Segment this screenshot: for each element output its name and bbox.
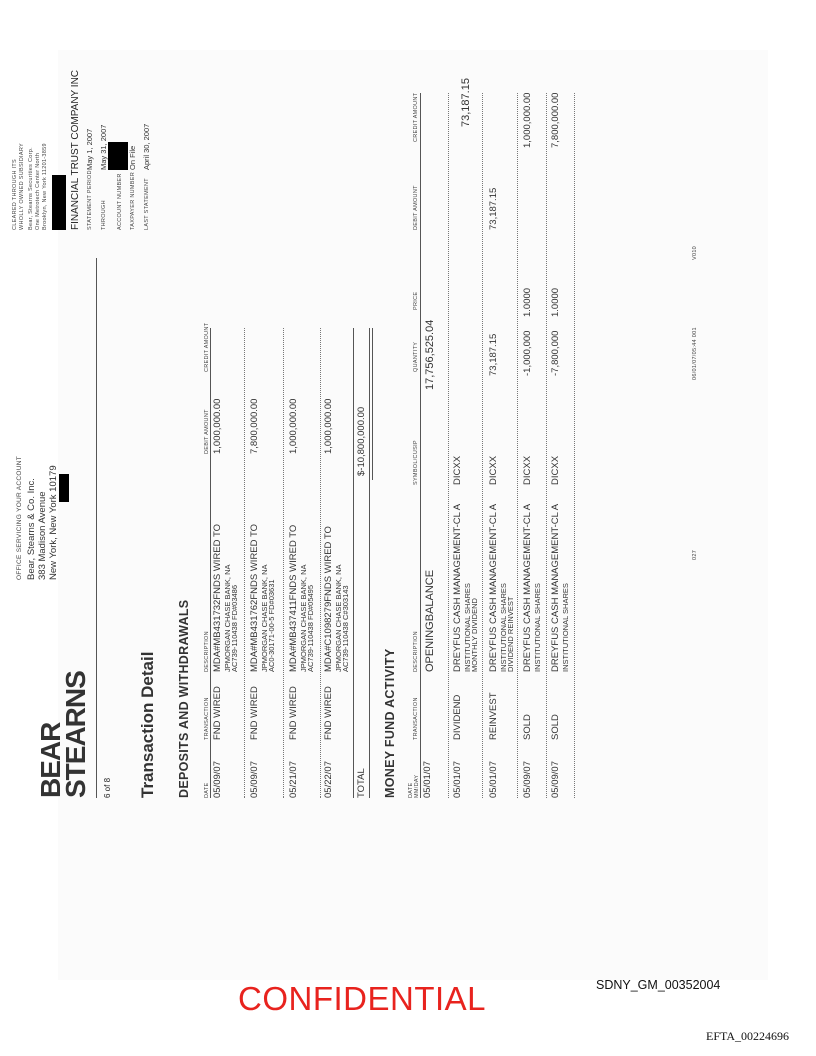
cleared-line-1: CLEARED THROUGH ITS (12, 159, 18, 230)
dep-col-credit: CREDIT AMOUNT (204, 322, 210, 372)
dep-debit: 1,000,000.00 (288, 398, 299, 454)
dep-txn: FND WIRED (288, 686, 299, 740)
dep-txn: FND WIRED (323, 686, 334, 740)
page-title: Transaction Detail (138, 651, 157, 798)
office-line-3: New York, New York 10179 (48, 465, 59, 580)
dep-date: 05/09/07 (212, 761, 223, 798)
info-label-through: THROUGH (101, 200, 107, 230)
mmf-col-description: DESCRIPTION (413, 631, 419, 672)
mmf-desc-2: INSTITUTIONAL SHARES (533, 583, 542, 672)
mmf-price: 1.0000 (550, 287, 561, 317)
mmf-desc-1: DREYFUS CASH MANAGEMENT-CL A (550, 503, 561, 672)
dep-desc-1: MDA#C1098279FNDS WIRED TO (323, 526, 334, 672)
dep-col-debit: DEBIT AMOUNT (204, 409, 210, 454)
dep-desc-3: AC739-110438 FD#05495 (306, 584, 315, 672)
mmf-date: 05/01/07 (422, 761, 433, 798)
cleared-line-4: One Metrotech Center North (35, 152, 41, 230)
dep-desc-2: JPMORGAN CHASE BANK, NA (334, 564, 343, 672)
mmf-txn: DIVIDEND (452, 694, 463, 740)
info-label-taxpayer: TAXPAYER NUMBER (130, 172, 136, 230)
dep-desc-1: MDA#MB437411FNDS WIRED TO (288, 524, 299, 672)
mmf-debit: 73,187.15 (488, 187, 499, 230)
account-redaction (108, 142, 128, 170)
office-label: OFFICE SERVICING YOUR ACCOUNT (16, 455, 23, 580)
mmf-qty: -7,800,000 (550, 330, 561, 376)
confidential-stamp: CONFIDENTIAL (238, 980, 487, 1017)
footer-code-3: V010 (692, 245, 698, 260)
info-value-last: April 30, 2007 (142, 123, 151, 170)
info-value-taxpayer: On File (128, 145, 137, 170)
mmf-date: 05/09/07 (550, 761, 561, 798)
mmf-desc-2: INSTITUTIONAL SHARES (499, 583, 508, 672)
efta-number: EFTA_00224696 (706, 1029, 790, 1043)
bear-stearns-logo (35, 671, 91, 798)
deposits-heading: DEPOSITS AND WITHDRAWALS (177, 599, 191, 798)
mmf-qty: 73,187.15 (488, 333, 499, 376)
mmf-col-date: DATE MM/DAY (408, 774, 420, 798)
mmf-desc-3: DIVIDEND REINVEST (506, 596, 515, 672)
cleared-line-3: Bear, Stearns Securities Corp. (28, 147, 34, 230)
mmf-date: 05/01/07 (452, 761, 463, 798)
mmf-heading: MONEY FUND ACTIVITY (383, 648, 397, 798)
mmf-symbol: DICXX (550, 455, 561, 485)
mmf-desc-1: DREYFUS CASH MANAGEMENT-CL A (452, 503, 463, 672)
mmf-opening-desc: OPENINGBALANCE (424, 569, 436, 672)
footer-code-2: 06/01/07/05:44 001 (692, 327, 698, 380)
cleared-line-2: WHOLLY OWNED SUBSIDIARY (19, 143, 25, 230)
redaction-box (52, 175, 66, 230)
mmf-desc-2: INSTITUTIONAL SHARES (561, 583, 570, 672)
mmf-txn: SOLD (550, 714, 561, 740)
dep-desc-3: AC739-110438 C#303143 (341, 585, 350, 672)
mmf-col-quantity: QUANTITY (413, 341, 419, 372)
dep-debit: 1,000,000.00 (212, 398, 223, 454)
logo-line-1: BEAR (35, 722, 66, 798)
mmf-credit: 73,187.15 (460, 78, 472, 127)
dep-desc-1: MDA#MB431762FNDS WIRED TO (249, 524, 260, 672)
mmf-desc-2: INSTITUTIONAL SHARES (463, 583, 472, 672)
mmf-txn: SOLD (522, 714, 533, 740)
dep-txn: FND WIRED (249, 686, 260, 740)
mmf-col-transaction: TRANSACTION (413, 697, 419, 740)
mmf-symbol: DICXX (488, 455, 499, 485)
mmf-col-credit: CREDIT AMOUNT (413, 92, 419, 142)
mmf-qty: -1,000,000 (522, 330, 533, 376)
company-name: FINANCIAL TRUST COMPANY INC (70, 69, 81, 230)
mmf-date: 05/01/07 (488, 761, 499, 798)
redaction-box (59, 474, 69, 502)
dep-desc-2: JPMORGAN CHASE BANK, NA (260, 564, 269, 672)
info-value-period: May 1, 2007 (85, 128, 94, 170)
mmf-symbol: DICXX (452, 455, 463, 485)
mmf-price: 1.0000 (522, 287, 533, 317)
mmf-opening-qty: 17,756,525.04 (424, 319, 436, 390)
cleared-line-5: Brooklyn, New York 11201-3859 (42, 143, 48, 230)
mmf-txn: REINVEST (488, 692, 499, 740)
info-label-last: LAST STATEMENT (144, 178, 150, 230)
dep-col-description: DESCRIPTION (204, 631, 210, 672)
deposits-total-label: TOTAL (356, 768, 367, 798)
office-line-1: Bear, Stearns & Co. Inc. (26, 478, 37, 580)
dep-date: 05/21/07 (288, 761, 299, 798)
mmf-symbol: DICXX (522, 455, 533, 485)
dep-desc-2: JPMORGAN CHASE BANK, NA (223, 564, 232, 672)
dep-debit: 1,000,000.00 (323, 398, 334, 454)
bates-number: SDNY_GM_00352004 (596, 978, 721, 992)
dep-desc-3: AC0-30171-00-5 FD#03631 (267, 579, 276, 672)
mmf-date: 05/09/07 (522, 761, 533, 798)
dep-desc-2: JPMORGAN CHASE BANK, NA (299, 564, 308, 672)
dep-desc-1: MDA#MB431732FNDS WIRED TO (212, 524, 223, 672)
mmf-col-debit: DEBIT AMOUNT (413, 185, 419, 230)
page-number: 6 of 8 (103, 777, 112, 798)
office-line-2: 383 Madison Avenue (37, 491, 48, 580)
info-label-period: STATEMENT PERIOD (87, 170, 93, 230)
dep-desc-3: AC739-110438 FD#03486 (230, 584, 239, 672)
deposits-total-debit: $-10,800,000.00 (356, 406, 367, 476)
dep-debit: 7,800,000.00 (249, 398, 260, 454)
info-value-through: May 31, 2007 (99, 124, 108, 170)
logo-line-2: STEARNS (60, 671, 91, 798)
dep-col-transaction: TRANSACTION (204, 697, 210, 740)
info-label-account: ACCOUNT NUMBER (117, 173, 123, 230)
mmf-col-symbol: SYMBOL/CUSIP (413, 440, 419, 485)
dep-txn: FND WIRED (212, 686, 223, 740)
dep-date: 05/09/07 (249, 761, 260, 798)
mmf-credit: 7,800,000.00 (550, 92, 561, 148)
dep-col-date: DATE (204, 782, 210, 798)
dep-date: 05/22/07 (323, 761, 334, 798)
mmf-desc-3: MONTHLY DIVIDEND (470, 598, 479, 672)
mmf-desc-1: DREYFUS CASH MANAGEMENT-CL A (488, 503, 499, 672)
mmf-col-price: PRICE (413, 291, 419, 310)
footer-code-1: 027 (692, 549, 698, 560)
mmf-desc-1: DREYFUS CASH MANAGEMENT-CL A (522, 503, 533, 672)
mmf-credit: 1,000,000.00 (522, 92, 533, 148)
